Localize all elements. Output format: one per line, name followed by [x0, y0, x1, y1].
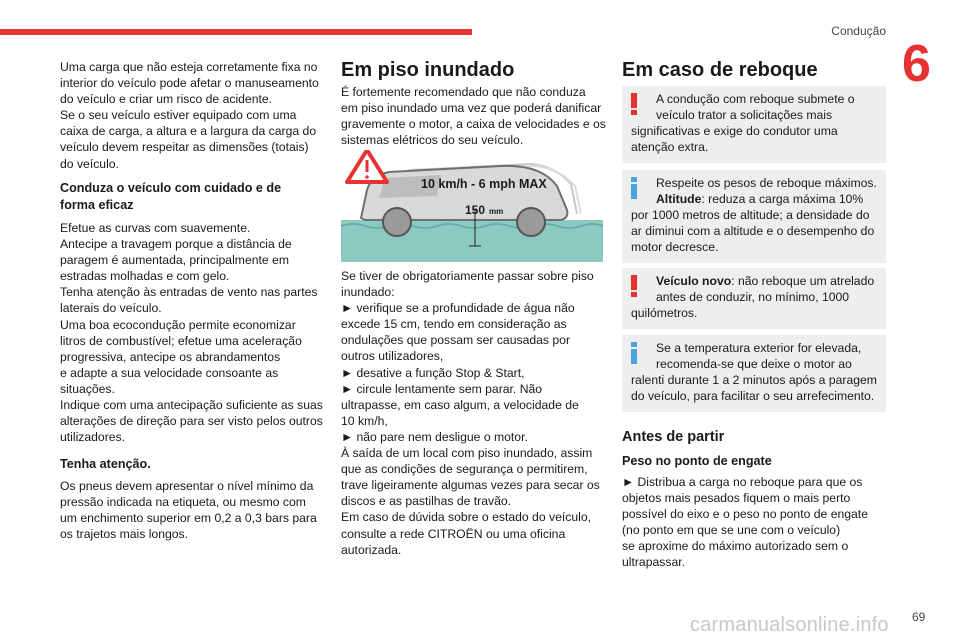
weight-info-box: Respeite os pesos de reboque máximos. Altitude: reduza a carga máxima 10% por 1000 metros de altitude; a densidade do ar diminui com a altitude e o desempenho do motor decresce.: [622, 170, 886, 263]
section-name: Condução: [831, 24, 886, 38]
warning-triangle-dot: [365, 175, 369, 179]
towing-title: Em caso de reboque: [622, 59, 818, 81]
warning-triangle-bar: [366, 160, 369, 172]
chapter-number: 6: [902, 35, 931, 93]
watermark: carmanualsonline.info: [690, 614, 889, 636]
rear-wheel: [517, 208, 545, 236]
before-leaving-heading: Antes de partir: [622, 429, 725, 445]
flooded-steps-paragraph: Se tiver de obrigatoriamente passar sobre piso inundado: ► verifique se a profundidade de água não excede 15 cm, tendo em consideração as ondulações que possam ser causadas por outros utilizadores, ► desative a função Stop & Start, ► circule lentamente sem parar. Não ultrapasse, em caso algum, a velocidade de 10 km/h, ► não pare nem desligue o motor. À saída de um local com piso inundado, assim que as condições de segurança o permitirem, trave ligeiramente algumas vezes para secar os discos e as pastilhas de travão. Em caso de dúvida sobre o estado do veículo, consulte a rede CITROËN ou uma oficina autorizada.: [341, 269, 600, 557]
warning-icon: [631, 93, 637, 115]
hitch-weight-paragraph: ► Distribua a carga no reboque para que os objetos mais pesados fiquem o mais perto possível do eixo e o peso no ponto de engate (no ponto em que se une com o veículo) se aproxime do máximo autorizado sem o ultrapassar.: [622, 475, 868, 570]
info-icon: [631, 177, 637, 199]
temperature-info-box: Se a temperatura exterior for elevada, recomenda-se que deixe o motor ao ralenti durante 1 a 2 minutos após a paragem do veículo, para facilitar o seu arrefecimento.: [622, 335, 886, 412]
speed-label: 10 km/h - 6 mph MAX: [421, 177, 547, 191]
towing-warning-box: A condução com reboque submete o veículo trator a solicitações mais significativas e exige do condutor uma atenção extra.: [622, 86, 886, 163]
new-vehicle-warning-box: Veículo novo: não reboque um atrelado antes de conduzir, no mínimo, 1000 quilómetros.: [622, 268, 886, 329]
page-number: 69: [912, 610, 926, 624]
flooded-intro-paragraph: É fortemente recomendado que não conduza em piso inundado uma vez que poderá danificar gravemente o motor, a caixa de velocidades e os sistemas elétricos do seu veículo.: [341, 85, 606, 148]
top-accent-bar: [0, 29, 472, 35]
drive-carefully-paragraph: Efetue as curvas com suavemente. Antecipe a travagem porque a distância de paragem é aumentada, principalmente em estradas molhadas e com gelo. Tenha atenção às entradas de vento nas partes laterais do veículo. Uma boa ecocondução permite economizar litros de combustível; efetue uma aceleração progressiva, antecipe os abrandamentos e adapte a sua velocidade consoante as situações. Indique com uma antecipação suficiente as suas alterações de direção para ser visto pelos outros utilizadores.: [60, 221, 323, 445]
water-area: [341, 220, 603, 262]
drive-carefully-heading: Conduza o veículo com cuidado e de forma eficaz: [60, 181, 282, 212]
depth-label: 150: [465, 203, 486, 217]
cargo-paragraph: Uma carga que não esteja corretamente fixa no interior do veículo pode afetar o manuseamento do veículo e criar um risco de acidente. Se o seu veículo estiver equipado com uma caixa de carga, a altura e a largura da carga do veículo devem respeitar as dimensões (totais) do veículo.: [60, 60, 319, 171]
flooded-road-illustration: [341, 150, 603, 262]
warning-icon: [631, 275, 637, 297]
tyre-paragraph: Os pneus devem apresentar o nível mínimo da pressão indicada na etiqueta, ou mesmo com um enchimento superior em 0,2 a 0,3 bars para os trajetos mais longos.: [60, 479, 317, 542]
front-wheel: [383, 208, 411, 236]
hitch-weight-heading: Peso no ponto de engate: [622, 454, 772, 468]
attention-heading: Tenha atenção.: [60, 457, 151, 471]
flooded-road-title: Em piso inundado: [341, 59, 515, 81]
depth-unit-label: mm: [489, 207, 504, 216]
info-icon: [631, 342, 637, 364]
